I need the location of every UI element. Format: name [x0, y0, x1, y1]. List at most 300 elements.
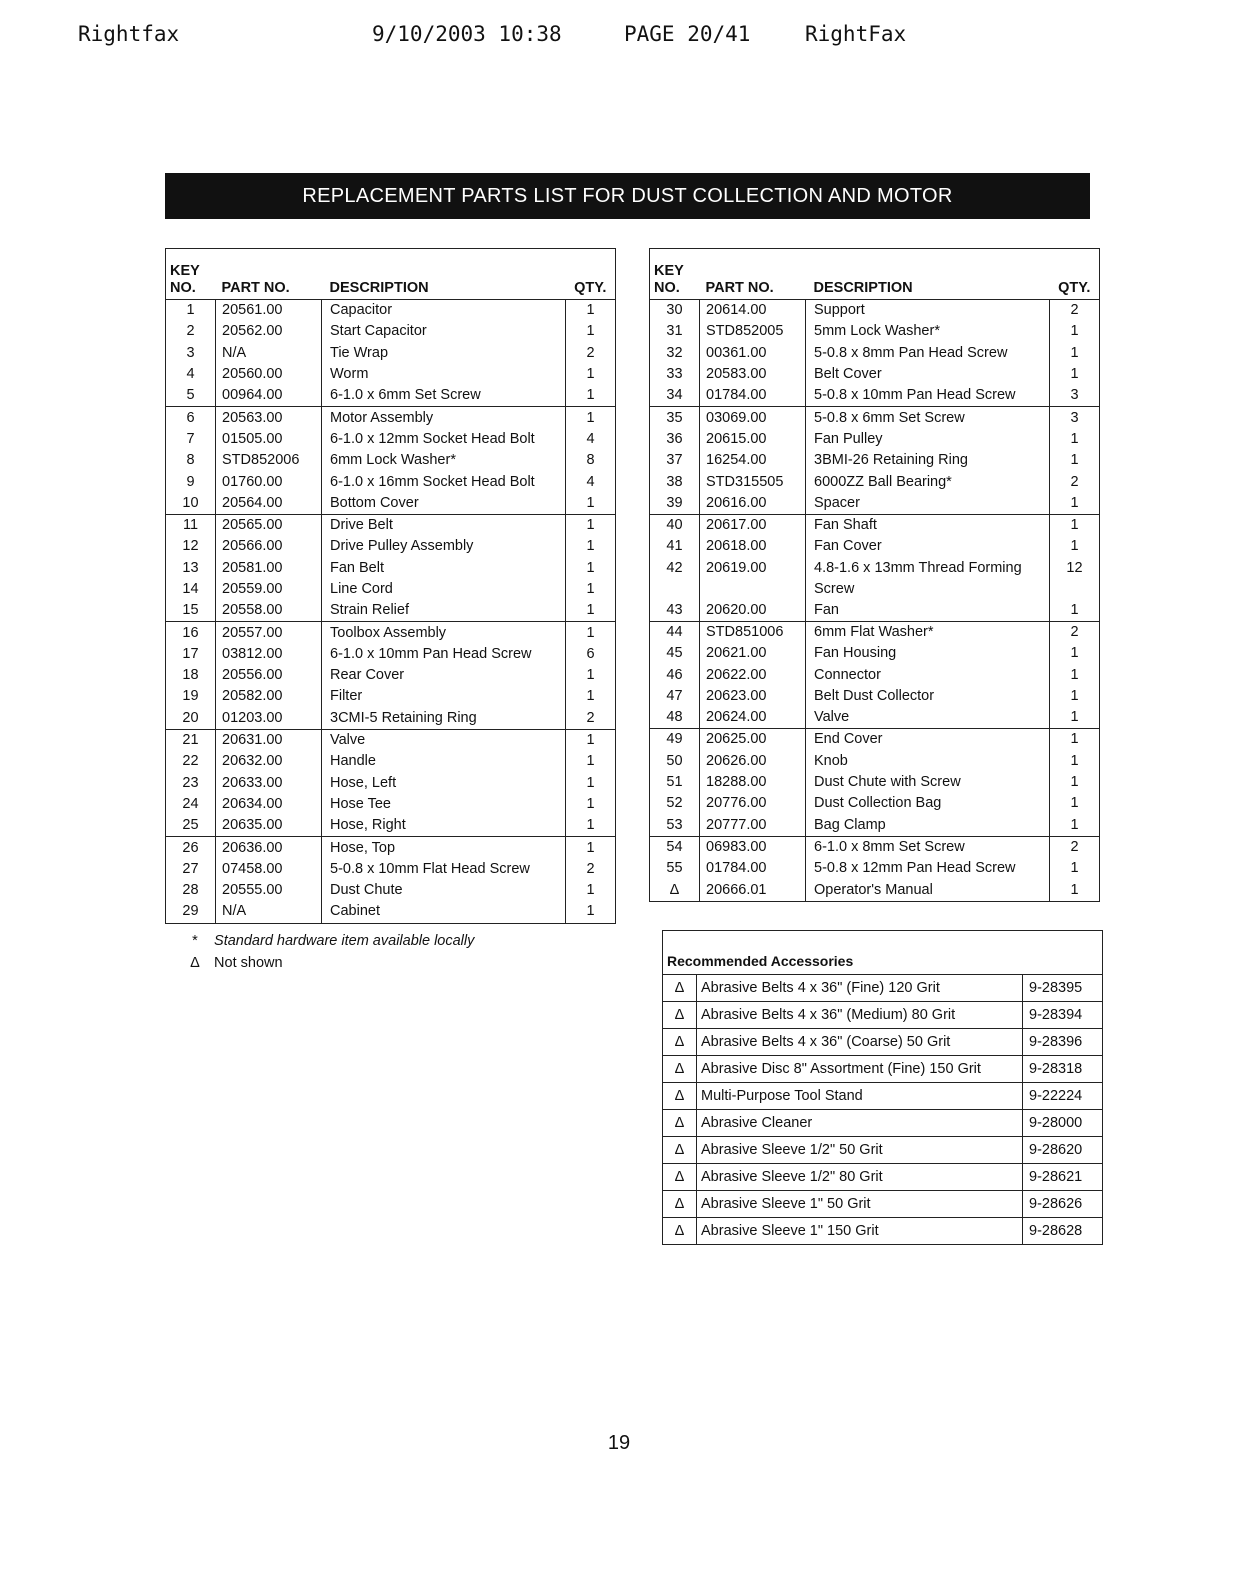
description-cell: Filter [322, 686, 566, 707]
footnote-standard [180, 930, 474, 952]
part-no-cell: 20555.00 [216, 880, 322, 901]
qty-cell: 1 [586, 753, 595, 770]
part-no-cell: 20625.00 [700, 729, 806, 751]
qty-cell: 1 [566, 514, 616, 536]
delta-symbol: Δ [663, 1029, 697, 1056]
header-part-no: PART NO. [700, 249, 806, 300]
footnotes [180, 930, 474, 974]
table-row [650, 300, 1100, 322]
part-no-cell: 20616.00 [700, 493, 806, 515]
description-cell: Cabinet [322, 901, 566, 923]
accessory-row [663, 1191, 1103, 1218]
accessory-row [663, 1029, 1103, 1056]
footnote-text: Standard hardware item available locally [214, 933, 475, 949]
fax-header [78, 22, 978, 52]
description-cell: Start Capacitor [322, 321, 566, 342]
table-row [166, 385, 616, 407]
key-no-cell: 8 [166, 450, 216, 471]
table-row [166, 773, 616, 794]
qty-cell: 1 [1070, 430, 1079, 447]
key-no-cell: 11 [166, 514, 216, 536]
description-cell: 5mm Lock Washer* [806, 321, 1050, 342]
accessory-description: Multi-Purpose Tool Stand [697, 1083, 1023, 1110]
key-no-cell: 7 [166, 429, 216, 450]
description-cell: Bag Clamp [806, 815, 1050, 837]
table-row [166, 794, 616, 815]
accessory-row [663, 1002, 1103, 1029]
part-no-cell: 20566.00 [216, 536, 322, 557]
table-row [650, 686, 1100, 707]
qty-cell: 1 [586, 581, 595, 597]
key-no-cell: 1 [166, 300, 216, 322]
qty-cell: 1 [1050, 729, 1100, 751]
qty-cell: 2 [1050, 621, 1100, 643]
description-cell: Drive Pulley Assembly [322, 536, 566, 557]
part-no-cell: 03069.00 [700, 407, 806, 429]
part-no-cell: 01505.00 [216, 429, 322, 450]
description-cell: 6mm Flat Washer* [806, 621, 1050, 643]
qty-cell: 2 [586, 344, 595, 361]
description-cell: Hose Tee [322, 794, 566, 815]
table-row [166, 837, 616, 859]
accessory-part-no: 9-28395 [1023, 975, 1103, 1002]
description-cell: Rear Cover [322, 665, 566, 686]
delta-symbol: Δ [663, 975, 697, 1002]
accessory-row [663, 1164, 1103, 1191]
accessory-part-no: 9-28318 [1023, 1056, 1103, 1083]
qty-cell: 4 [586, 430, 595, 447]
part-no-cell: 20557.00 [216, 622, 322, 644]
accessory-part-no: 9-22224 [1023, 1083, 1103, 1110]
table-row [166, 686, 616, 707]
header-part-no: PART NO. [216, 249, 322, 300]
part-no-cell: 20620.00 [700, 600, 806, 622]
qty-cell: 1 [1070, 752, 1079, 769]
description-cell: 5-0.8 x 12mm Pan Head Screw [806, 858, 1050, 879]
key-no-cell: 22 [166, 751, 216, 772]
part-no-cell: 20777.00 [700, 815, 806, 837]
key-no-cell: 53 [650, 815, 700, 837]
table-row [650, 858, 1100, 879]
qty-cell: 1 [586, 817, 595, 834]
part-no-cell: 20619.00 [700, 558, 806, 600]
part-no-cell: 20565.00 [216, 514, 322, 536]
table-row [166, 622, 616, 644]
accessory-part-no: 9-28394 [1023, 1002, 1103, 1029]
recommended-accessories-table [662, 930, 1103, 1245]
qty-cell: 1 [1070, 666, 1079, 683]
table-row [166, 536, 616, 557]
table-row [650, 429, 1100, 450]
part-no-cell: 20621.00 [700, 643, 806, 664]
key-no-cell: 45 [650, 643, 700, 664]
description-cell: Toolbox Assembly [322, 622, 566, 644]
key-no-cell: 9 [166, 471, 216, 492]
qty-cell: 1 [1050, 514, 1100, 536]
accessory-description: Abrasive Sleeve 1" 50 Grit [697, 1191, 1023, 1218]
qty-cell: 8 [586, 452, 595, 469]
key-no-cell: 27 [166, 859, 216, 880]
description-cell: 6-1.0 x 6mm Set Screw [322, 385, 566, 407]
part-no-cell: 20564.00 [216, 493, 322, 515]
delta-symbol: Δ [190, 955, 200, 971]
description-cell: Support [806, 300, 1050, 322]
description-cell: 3BMI-26 Retaining Ring [806, 450, 1050, 471]
key-no-cell: 30 [650, 300, 700, 322]
table-row [650, 729, 1100, 751]
description-cell: Spacer [806, 493, 1050, 515]
part-no-cell: STD315505 [700, 471, 806, 492]
delta-symbol: Δ [663, 1191, 697, 1218]
header-key-no: KEY NO. [166, 249, 216, 300]
table-row [650, 558, 1100, 600]
table-row [650, 321, 1100, 342]
qty-cell: 1 [1070, 774, 1079, 791]
key-no-cell: 47 [650, 686, 700, 707]
description-cell: Dust Chute with Screw [806, 772, 1050, 793]
qty-cell: 1 [586, 538, 595, 555]
key-no-cell: 10 [166, 493, 216, 515]
key-no-cell: 41 [650, 536, 700, 557]
qty-cell: 1 [1070, 452, 1079, 469]
table-row [166, 407, 616, 429]
description-cell: Strain Relief [322, 600, 566, 622]
qty-cell: 1 [586, 323, 595, 340]
description-cell: Fan [806, 600, 1050, 622]
qty-cell: 1 [1070, 860, 1079, 877]
table-row [166, 901, 616, 923]
description-cell: Knob [806, 751, 1050, 772]
key-no-cell: 34 [650, 385, 700, 407]
accessory-description: Abrasive Sleeve 1/2" 50 Grit [697, 1137, 1023, 1164]
description-cell: 6-1.0 x 10mm Pan Head Screw [322, 644, 566, 665]
table-row [650, 707, 1100, 729]
part-no-cell: 20666.01 [700, 879, 806, 901]
part-no-cell: 20563.00 [216, 407, 322, 429]
part-no-cell: 03812.00 [216, 644, 322, 665]
description-cell: 5-0.8 x 10mm Flat Head Screw [322, 859, 566, 880]
qty-cell: 1 [566, 622, 616, 644]
table-row [650, 793, 1100, 814]
table-row [650, 879, 1100, 901]
table-row [166, 343, 616, 364]
accessories-title-row [663, 931, 1103, 975]
table-row [650, 471, 1100, 492]
part-no-cell: STD851006 [700, 621, 806, 643]
qty-cell: 1 [586, 774, 595, 791]
qty-cell: 1 [1070, 344, 1079, 361]
part-no-cell: 07458.00 [216, 859, 322, 880]
accessory-part-no: 9-28621 [1023, 1164, 1103, 1191]
key-no-cell: 44 [650, 621, 700, 643]
accessory-description: Abrasive Belts 4 x 36" (Coarse) 50 Grit [697, 1029, 1023, 1056]
description-cell: 5-0.8 x 10mm Pan Head Screw [806, 385, 1050, 407]
description-cell: Valve [322, 729, 566, 751]
description-cell: Fan Housing [806, 643, 1050, 664]
description-cell: Fan Pulley [806, 429, 1050, 450]
table-row [166, 450, 616, 471]
accessories-title: Recommended Accessories [667, 953, 854, 969]
part-no-cell: 20632.00 [216, 751, 322, 772]
description-cell: Handle [322, 751, 566, 772]
key-no-cell: 46 [650, 664, 700, 685]
key-no-cell: 14 [166, 579, 216, 600]
table-row [166, 708, 616, 730]
qty-cell: 4 [586, 473, 595, 490]
part-no-cell: 20631.00 [216, 729, 322, 751]
table-row [166, 579, 616, 600]
key-no-cell: 33 [650, 364, 700, 385]
accessory-description: Abrasive Sleeve 1/2" 80 Grit [697, 1164, 1023, 1191]
description-cell: Connector [806, 664, 1050, 685]
description-cell: Motor Assembly [322, 407, 566, 429]
accessory-row [663, 975, 1103, 1002]
key-no-cell: 21 [166, 729, 216, 751]
part-no-cell: 20560.00 [216, 364, 322, 385]
description-cell: Tie Wrap [322, 343, 566, 364]
qty-cell: 1 [566, 300, 616, 322]
key-no-cell: 49 [650, 729, 700, 751]
qty-cell: 1 [1070, 323, 1079, 340]
part-no-cell: 00361.00 [700, 343, 806, 364]
description-cell: Dust Collection Bag [806, 793, 1050, 814]
qty-cell: 1 [1070, 645, 1079, 662]
delta-symbol: Δ [663, 1056, 697, 1083]
qty-cell: 1 [1070, 795, 1079, 812]
accessory-part-no: 9-28628 [1023, 1218, 1103, 1245]
part-no-cell: 20562.00 [216, 321, 322, 342]
accessory-part-no: 9-28620 [1023, 1137, 1103, 1164]
accessory-part-no: 9-28000 [1023, 1110, 1103, 1137]
description-cell: 6-1.0 x 16mm Socket Head Bolt [322, 471, 566, 492]
table-row [166, 493, 616, 515]
description-cell: Valve [806, 707, 1050, 729]
header-description: DESCRIPTION [806, 249, 1050, 300]
table-row [650, 664, 1100, 685]
accessory-row [663, 1056, 1103, 1083]
part-no-cell: STD852005 [700, 321, 806, 342]
description-cell: Fan Shaft [806, 514, 1050, 536]
key-no-cell: 2 [166, 321, 216, 342]
description-cell: Belt Cover [806, 364, 1050, 385]
key-no-cell: 36 [650, 429, 700, 450]
accessory-row [663, 1110, 1103, 1137]
key-no-cell: 40 [650, 514, 700, 536]
table-row [650, 815, 1100, 837]
part-no-cell: 01784.00 [700, 385, 806, 407]
key-no-cell: 51 [650, 772, 700, 793]
description-cell: 6mm Lock Washer* [322, 450, 566, 471]
key-no-cell: 3 [166, 343, 216, 364]
qty-cell: 1 [1070, 816, 1079, 833]
table-row [166, 815, 616, 837]
table-row [166, 321, 616, 342]
table-header-row [650, 249, 1100, 300]
part-no-cell: 20617.00 [700, 514, 806, 536]
delta-symbol: Δ [663, 1164, 697, 1191]
description-cell: Bottom Cover [322, 493, 566, 515]
part-no-cell: 20622.00 [700, 664, 806, 685]
description-cell: 6-1.0 x 8mm Set Screw [806, 836, 1050, 858]
description-cell: Hose, Top [322, 837, 566, 859]
qty-cell: 1 [1070, 601, 1079, 618]
key-no-cell: 17 [166, 644, 216, 665]
qty-cell: 3 [1070, 387, 1079, 404]
part-no-cell: 20626.00 [700, 751, 806, 772]
table-row [166, 729, 616, 751]
key-no-cell: 26 [166, 837, 216, 859]
table-row [650, 600, 1100, 622]
part-no-cell: 20582.00 [216, 686, 322, 707]
page-title: REPLACEMENT PARTS LIST FOR DUST COLLECTION AND MOTOR [165, 173, 1090, 219]
description-cell: 6000ZZ Ball Bearing* [806, 471, 1050, 492]
table-row [650, 385, 1100, 407]
key-no-cell: 24 [166, 794, 216, 815]
qty-cell: 1 [1070, 366, 1079, 383]
qty-cell: 1 [1070, 687, 1079, 704]
table-row [166, 665, 616, 686]
delta-symbol: Δ [663, 1110, 697, 1137]
part-no-cell: 20633.00 [216, 773, 322, 794]
table-row [166, 751, 616, 772]
page-number: 19 [607, 1432, 631, 1454]
qty-cell: 1 [1070, 709, 1079, 726]
part-no-cell: 20581.00 [216, 558, 322, 579]
qty-cell: 1 [586, 903, 595, 920]
description-cell: Belt Dust Collector [806, 686, 1050, 707]
part-no-cell: 20556.00 [216, 665, 322, 686]
delta-symbol: Δ [663, 1218, 697, 1245]
key-no-cell: 18 [166, 665, 216, 686]
qty-cell: 1 [586, 688, 595, 705]
table-row [650, 364, 1100, 385]
description-cell: Hose, Left [322, 773, 566, 794]
fax-page: PAGE 20/41 [624, 22, 751, 46]
key-no-cell: 50 [650, 751, 700, 772]
key-no-cell: 13 [166, 558, 216, 579]
part-no-cell: 20561.00 [216, 300, 322, 322]
key-no-cell: 4 [166, 364, 216, 385]
qty-cell: 1 [566, 837, 616, 859]
key-no-cell: 37 [650, 450, 700, 471]
table-row [650, 343, 1100, 364]
description-cell: Dust Chute [322, 880, 566, 901]
qty-cell: 6 [586, 645, 595, 662]
qty-cell: 1 [1070, 881, 1079, 898]
table-row [650, 450, 1100, 471]
qty-cell: 1 [586, 667, 595, 684]
qty-cell: 1 [586, 602, 595, 619]
part-no-cell: 20636.00 [216, 837, 322, 859]
right-parts-table [649, 248, 1100, 902]
table-row [166, 514, 616, 536]
description-cell: 5-0.8 x 8mm Pan Head Screw [806, 343, 1050, 364]
key-no-cell: 35 [650, 407, 700, 429]
footnote-text: Not shown [214, 955, 283, 971]
key-no-cell: 15 [166, 600, 216, 622]
key-no-cell: 5 [166, 385, 216, 407]
key-no-cell: 29 [166, 901, 216, 923]
delta-symbol: Δ [663, 1083, 697, 1110]
table-row [166, 600, 616, 622]
part-no-cell: 20776.00 [700, 793, 806, 814]
table-row [166, 300, 616, 322]
delta-symbol: Δ [663, 1002, 697, 1029]
qty-cell: 12 [1066, 559, 1083, 576]
key-no-cell: 16 [166, 622, 216, 644]
key-no-cell: 38 [650, 471, 700, 492]
part-no-cell: 20635.00 [216, 815, 322, 837]
part-no-cell: 06983.00 [700, 836, 806, 858]
key-no-cell: 42 [650, 558, 700, 600]
part-no-cell: 20624.00 [700, 707, 806, 729]
key-no-cell: 48 [650, 707, 700, 729]
header-description: DESCRIPTION [322, 249, 566, 300]
qty-cell: 2 [586, 860, 595, 877]
footnote-not-shown [180, 952, 474, 974]
description-cell: 6-1.0 x 12mm Socket Head Bolt [322, 429, 566, 450]
description-cell: 3CMI-5 Retaining Ring [322, 708, 566, 730]
qty-cell: 1 [1070, 538, 1079, 555]
fax-sender: Rightfax [78, 22, 180, 46]
key-no-cell: 31 [650, 321, 700, 342]
description-cell: Operator's Manual [806, 879, 1050, 901]
part-no-cell: 20615.00 [700, 429, 806, 450]
key-no-cell: 6 [166, 407, 216, 429]
header-qty: QTY. [566, 249, 616, 300]
part-no-cell: 16254.00 [700, 450, 806, 471]
fax-app: RightFax [805, 22, 907, 46]
accessory-description: Abrasive Belts 4 x 36" (Fine) 120 Grit [697, 975, 1023, 1002]
part-no-cell: 01203.00 [216, 708, 322, 730]
description-cell: 4.8-1.6 x 13mm Thread Forming Screw [806, 558, 1050, 600]
accessory-part-no: 9-28626 [1023, 1191, 1103, 1218]
table-row [166, 880, 616, 901]
qty-cell: 3 [1050, 407, 1100, 429]
qty-cell: 1 [566, 407, 616, 429]
qty-cell: 1 [566, 729, 616, 751]
description-cell: Fan Cover [806, 536, 1050, 557]
table-row [650, 772, 1100, 793]
key-no-cell: 19 [166, 686, 216, 707]
table-row [650, 836, 1100, 858]
part-no-cell: 20623.00 [700, 686, 806, 707]
part-no-cell: 01760.00 [216, 471, 322, 492]
table-row [650, 493, 1100, 515]
description-cell: Capacitor [322, 300, 566, 322]
header-qty: QTY. [1050, 249, 1100, 300]
qty-cell: 1 [586, 494, 595, 511]
description-cell: Fan Belt [322, 558, 566, 579]
table-row [166, 364, 616, 385]
qty-cell: 1 [1070, 494, 1079, 511]
part-no-cell: N/A [216, 901, 322, 923]
asterisk-symbol: * [192, 933, 198, 949]
table-row [650, 514, 1100, 536]
accessory-row [663, 1137, 1103, 1164]
description-cell: Worm [322, 364, 566, 385]
accessory-row [663, 1083, 1103, 1110]
description-cell: 5-0.8 x 6mm Set Screw [806, 407, 1050, 429]
qty-cell: 2 [1070, 473, 1079, 490]
part-no-cell: 20583.00 [700, 364, 806, 385]
accessory-description: Abrasive Belts 4 x 36" (Medium) 80 Grit [697, 1002, 1023, 1029]
accessory-row [663, 1218, 1103, 1245]
table-row [166, 558, 616, 579]
key-no-cell: 39 [650, 493, 700, 515]
accessory-description: Abrasive Cleaner [697, 1110, 1023, 1137]
delta-symbol: Δ [663, 1137, 697, 1164]
